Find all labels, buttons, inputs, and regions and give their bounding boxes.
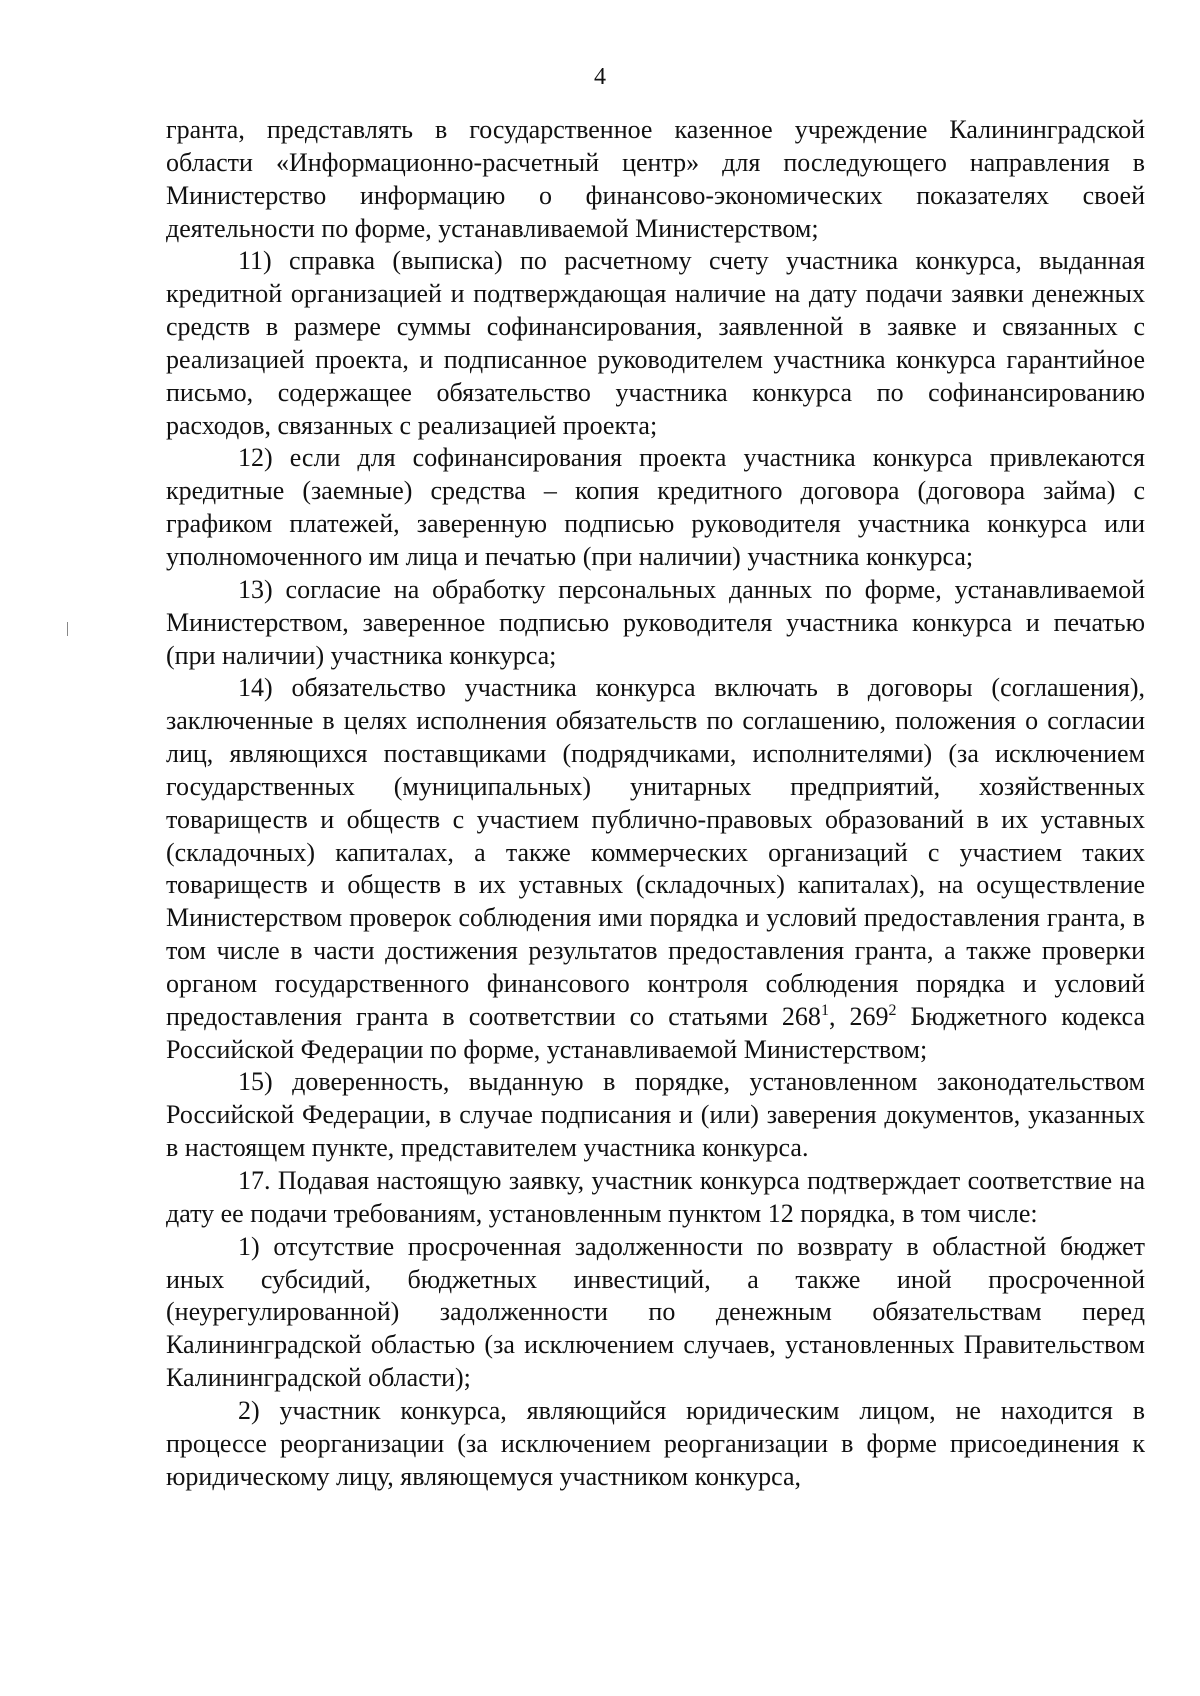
paragraph-item-14 [166,672,1145,1066]
superscript-1: 1 [820,1001,829,1019]
paragraph-item-14-text: 14) обязательство участника конкурса включать в договоры (соглашения), заключенные в целях исполнения обязательств по соглашению, положения о согласии лиц, являющихся поставщиками (подрядчиками, исполнителями) (за исключением государственных (муниципальных) унитарных предприятий, хозяйственных товариществ и обществ с участием публично-правовых образований в их уставных (складочных) капиталах, а также коммерческих организаций с участием таких товариществ и обществ в их уставных (складочных) капиталах), на осуществление Министерством проверок соблюдения ими порядка и условий предоставления гранта, в том числе в части достижения результатов предоставления гранта, а также проверки органом государственного финансового контроля соблюдения порядка и условий предоставления гранта в соответствии со статьями 268 [166,673,1145,1031]
paragraph-item-14-middle: , 269 [828,1001,889,1031]
paragraph-item-14-end: Бюджетного кодекса Российской Федерации по форме, устанавливаемой Министерством; [166,1001,1145,1064]
paragraph-item-11: 11) справка (выписка) по расчетному счету участника конкурса, выданная кредитной организацией и подтверждающая наличие на дату подачи заявки денежных средств в размере суммы софинансирования, заявленной в заявке и связанных с реализацией проекта, и подписанное руководителем участника конкурса гарантийное письмо, содержащее обязательство участника конкурса по софинансированию расходов, связанных с реализацией проекта; [166,246,1145,440]
paragraph-item-12: 12) если для софинансирования проекта участника конкурса привлекаются кредитные (заемные) средства – копия кредитного договора (договора займа) с графиком платежей, заверенную подписью руководителя участника конкурса или уполномоченного им лица и печатью (при наличии) участника конкурса; [166,443,1145,571]
paragraph-item-15: 15) доверенность, выданную в порядке, установленном законодательством Российской Федерации, в случае подписания и (или) заверения документов, указанных в настоящем пункте, представителем участника конкурса. [166,1067,1145,1163]
paragraph-grant-continuation: гранта, представлять в государственное казенное учреждение Калининградской области «Информационно-расчетный центр» для последующего направления в Министерство информацию о финансово-экономических показателях своей деятельности по форме, устанавливаемой Министерством; [166,115,1145,243]
scan-margin-mark [67,622,68,636]
paragraph-subitem-1: 1) отсутствие просроченная задолженности по возврату в областной бюджет иных субсидий, бюджетных инвестиций, а также иной просроченной (неурегулированной) задолженности по денежным обязательствам перед Калининградской областью (за исключением случаев, установленных Правительством Калининградской области); [166,1231,1145,1393]
document-body [166,114,1145,1493]
paragraph-item-13: 13) согласие на обработку персональных данных по форме, устанавливаемой Министерством, заверенное подписью руководителя участника конкурса и печатью (при наличии) участника конкурса; [166,574,1145,670]
page-number: 4 [594,64,606,90]
superscript-2: 2 [888,1001,897,1019]
paragraph-subitem-2: 2) участник конкурса, являющийся юридическим лицом, не находится в процессе реорганизации (за исключением реорганизации в форме присоединения к юридическому лицу, являющемуся участником конкурса, [166,1395,1145,1491]
paragraph-clause-17: 17. Подавая настоящую заявку, участник конкурса подтверждает соответствие на дату ее подачи требованиям, установленным пунктом 12 порядка, в том числе: [166,1166,1145,1228]
